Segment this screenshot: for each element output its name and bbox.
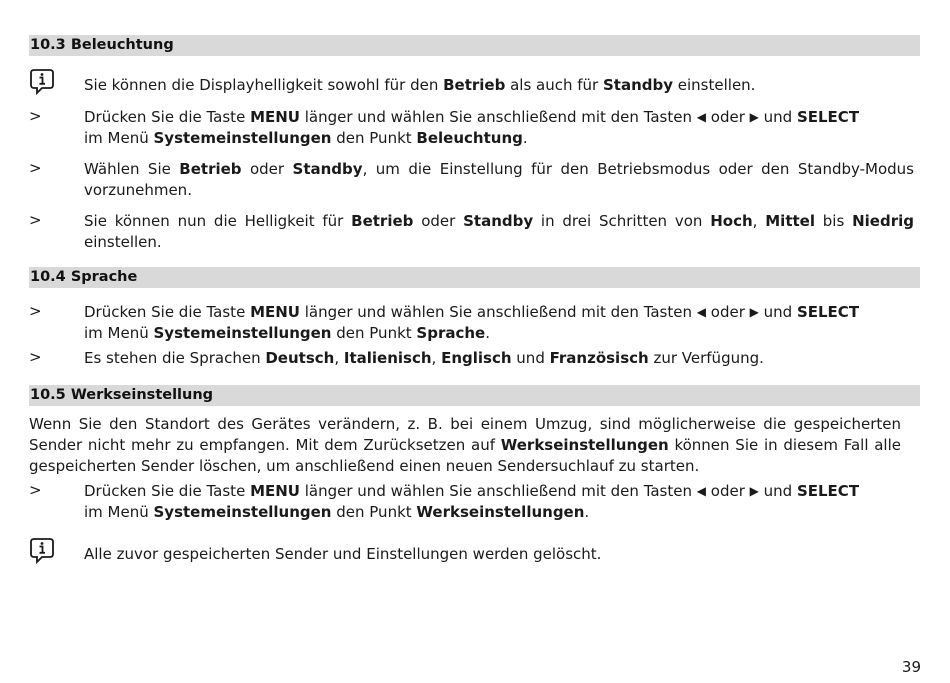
- section-heading-10-5: [29, 385, 920, 406]
- step-marker: >: [29, 481, 42, 499]
- section-heading-10-4: [29, 267, 920, 288]
- right-arrow-icon: ▶: [749, 110, 759, 124]
- step-marker: >: [29, 107, 42, 125]
- step-text: Wählen Sie Betrieb oder Standby, um die Einstellung für den Betriebsmodus oder den Standby-Modus vorzunehmen.: [84, 160, 914, 199]
- intro-paragraph: Wenn Sie den Standort des Gerätes verändern, z. B. bei einem Umzug, sind möglicherweise die gespeicherten Sender nicht mehr zu empfangen. Mit dem Zurücksetzen auf Werkseinstellungen können Sie in diesem Fall alle gespeicherten Sender löschen, um anschließend einen neuen Sendersuchlauf zu starten.: [29, 415, 901, 475]
- step-text: Drücken Sie die Taste MENU länger und wählen Sie anschließend mit den Tasten ◀ oder ▶ und SELECT im Menü Systemeinstellungen den Punkt Beleuchtung.: [84, 108, 860, 147]
- info-text: Alle zuvor gespeicherten Sender und Einstellungen werden gelöscht.: [84, 545, 602, 563]
- step-text: Sie können nun die Helligkeit für Betrieb oder Standby in drei Schritten von Hoch, Mittel bis Niedrig einstellen.: [84, 212, 914, 251]
- left-arrow-icon: ◀: [696, 305, 706, 319]
- right-arrow-icon: ▶: [749, 305, 759, 319]
- section-heading-10-3: [29, 35, 920, 56]
- step-marker: >: [29, 159, 42, 177]
- info-icon: [29, 537, 55, 565]
- step-marker: >: [29, 348, 42, 366]
- step-text: Drücken Sie die Taste MENU länger und wählen Sie anschließend mit den Tasten ◀ oder ▶ und SELECT im Menü Systemeinstellungen den Punkt Werkseinstellungen.: [84, 482, 860, 521]
- step-text: Drücken Sie die Taste MENU länger und wählen Sie anschließend mit den Tasten ◀ oder ▶ und SELECT im Menü Systemeinstellungen den Punkt Sprache.: [84, 303, 860, 342]
- right-arrow-icon: ▶: [749, 484, 759, 498]
- left-arrow-icon: ◀: [696, 484, 706, 498]
- heading-text: 10.3 Beleuchtung: [30, 37, 174, 53]
- info-icon: [29, 68, 55, 96]
- left-arrow-icon: ◀: [696, 110, 706, 124]
- step-text: Es stehen die Sprachen Deutsch, Italienisch, Englisch und Französisch zur Verfügung.: [84, 349, 764, 367]
- info-text: Sie können die Displayhelligkeit sowohl für den Betrieb als auch für Standby einstellen.: [84, 76, 756, 94]
- page-number: 39: [901, 658, 921, 676]
- heading-text: 10.4 Sprache: [30, 269, 138, 285]
- heading-text: 10.5 Werkseinstellung: [30, 387, 214, 403]
- step-marker: >: [29, 302, 42, 320]
- step-marker: >: [29, 211, 42, 229]
